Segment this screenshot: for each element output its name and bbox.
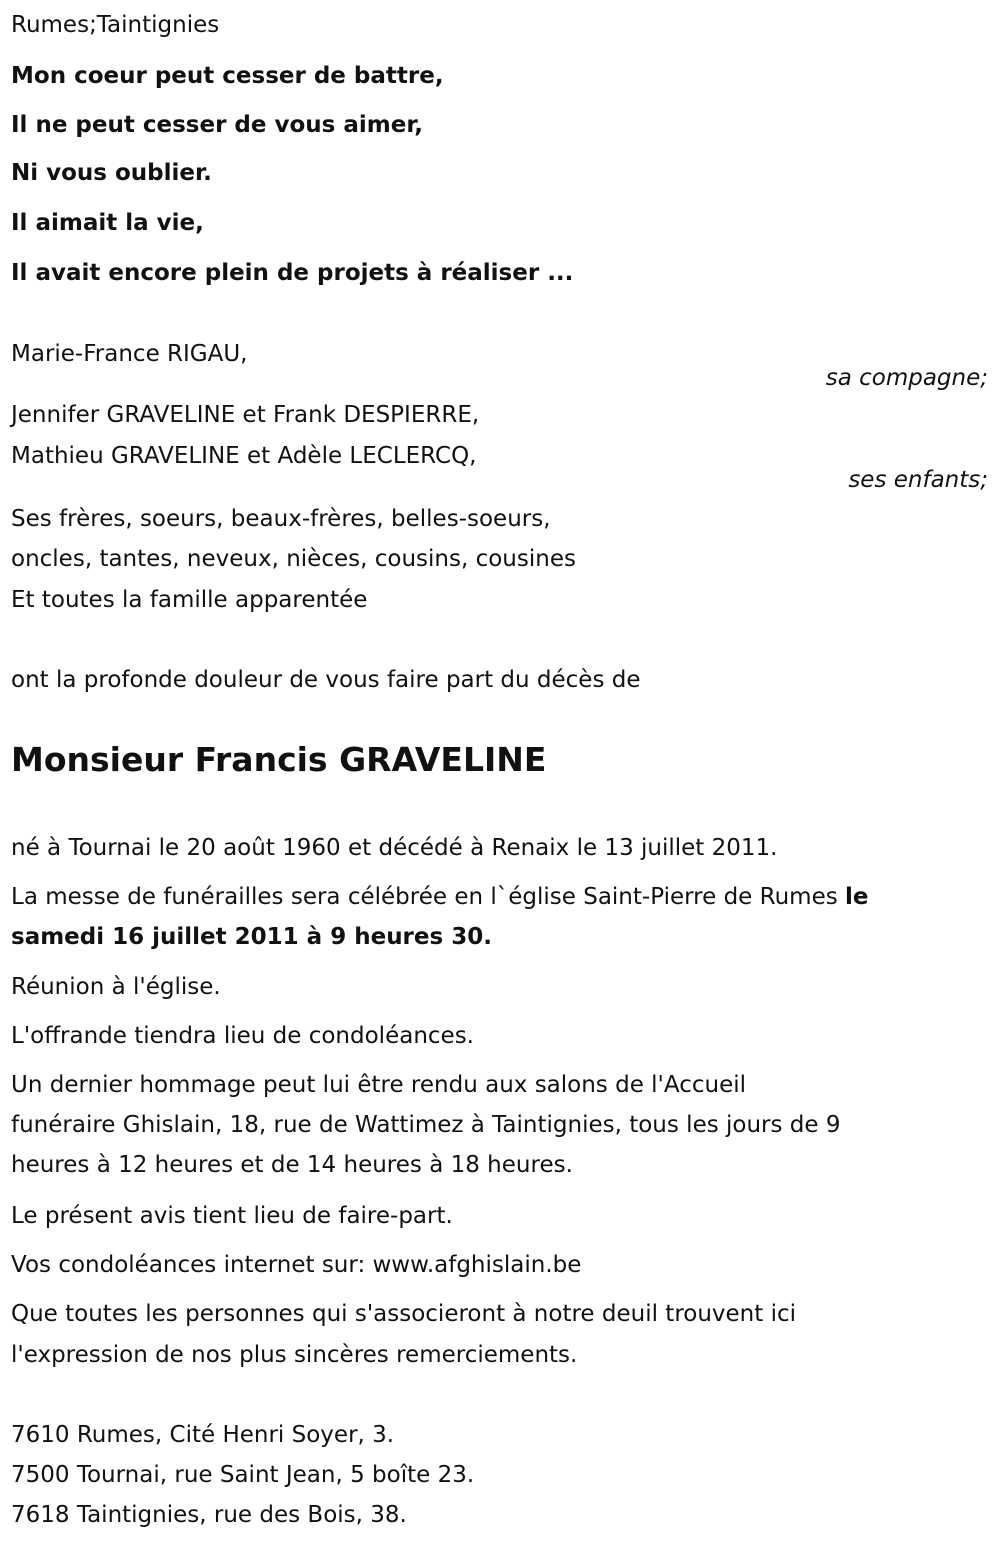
- announcement: ont la profonde douleur de vous faire part du décès de: [11, 667, 641, 693]
- companion: Marie-France RIGAU,: [11, 341, 248, 367]
- tribute: Un dernier hommage peut lui être rendu aux salons de l'Accueil: [11, 1072, 747, 1098]
- mass-info: [11, 883, 869, 911]
- online-condolences: Vos condoléances internet sur: www.afghislain.be: [11, 1252, 582, 1278]
- poem-line: Il ne peut cesser de vous aimer,: [11, 112, 424, 138]
- thanks: l'expression de nos plus sincères remerciements.: [11, 1342, 578, 1368]
- mass-text: La messe de funérailles sera célébrée en l`église Saint-Pierre de Rumes: [11, 884, 846, 910]
- deceased-name: Monsieur Francis GRAVELINE: [11, 740, 547, 779]
- poem-line: Ni vous oublier.: [11, 160, 212, 186]
- poem-line: Mon coeur peut cesser de battre,: [11, 63, 444, 89]
- child: Jennifer GRAVELINE et Frank DESPIERRE,: [11, 402, 480, 428]
- offering: L'offrande tiendra lieu de condoléances.: [11, 1023, 474, 1049]
- birth-death: né à Tournai le 20 août 1960 et décédé à Renaix le 13 juillet 2011.: [11, 835, 778, 861]
- children-role: ses enfants;: [848, 467, 988, 493]
- notice: Le présent avis tient lieu de faire-part.: [11, 1203, 453, 1229]
- companion-role: sa compagne;: [825, 365, 988, 391]
- address: 7610 Rumes, Cité Henri Soyer, 3.: [11, 1422, 395, 1448]
- relatives: Et toutes la famille apparentée: [11, 587, 368, 613]
- poem-line: Il aimait la vie,: [11, 210, 204, 236]
- tribute: funéraire Ghislain, 18, rue de Wattimez à Taintignies, tous les jours de 9: [11, 1112, 841, 1138]
- mass-date: samedi 16 juillet 2011 à 9 heures 30.: [11, 924, 492, 950]
- mass-date-start: le: [845, 884, 869, 910]
- address: 7500 Tournai, rue Saint Jean, 5 boîte 23.: [11, 1462, 475, 1488]
- location: Rumes;Taintignies: [11, 12, 220, 38]
- poem-line: Il avait encore plein de projets à réaliser ...: [11, 260, 574, 286]
- relatives: oncles, tantes, neveux, nièces, cousins, cousines: [11, 546, 576, 572]
- child: Mathieu GRAVELINE et Adèle LECLERCQ,: [11, 443, 477, 469]
- address: 7618 Taintignies, rue des Bois, 38.: [11, 1502, 407, 1528]
- tribute: heures à 12 heures et de 14 heures à 18 heures.: [11, 1152, 573, 1178]
- thanks: Que toutes les personnes qui s'associeront à notre deuil trouvent ici: [11, 1301, 797, 1327]
- meeting: Réunion à l'église.: [11, 974, 221, 1000]
- relatives: Ses frères, soeurs, beaux-frères, belles-soeurs,: [11, 506, 551, 532]
